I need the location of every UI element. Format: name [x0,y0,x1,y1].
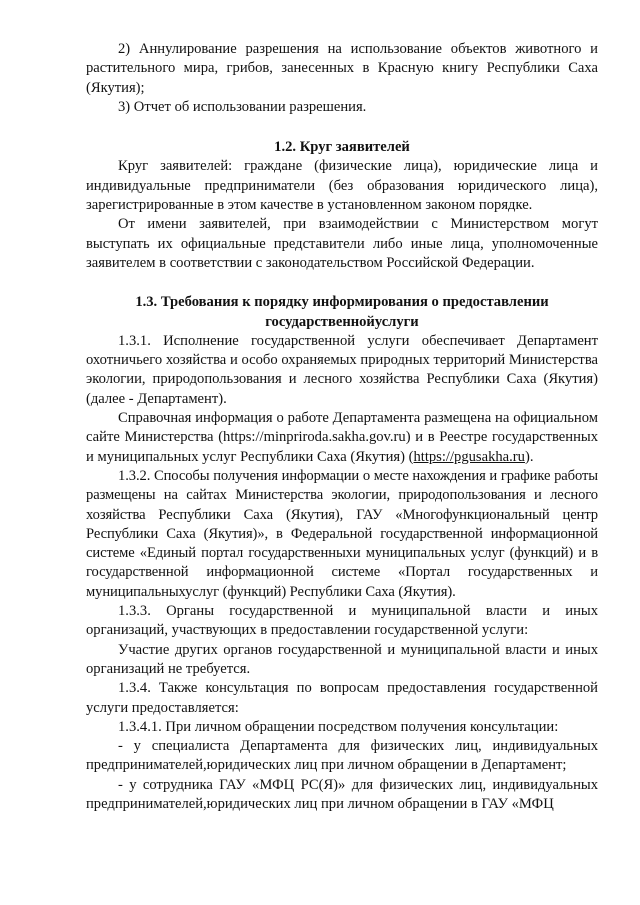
pgusakha-link[interactable]: https://pgusakha.ru [413,448,525,465]
paragraph-mfc-employee: - у сотрудника ГАУ «МФЦ РС(Я)» для физических лиц, индивидуальных предпринимателей,юридических лиц при личном обращении в ГАУ «МФЦ [86,776,598,812]
paragraph-department-specialist: - у специалиста Департамента для физических лиц, индивидуальных предпринимателей,юридических лиц при личном обращении в Департамент; [86,738,598,774]
paragraph-report: 3) Отчет об использовании разрешения. [118,98,367,115]
reference-text-after: ). [524,448,534,465]
paragraph-1-3-3: 1.3.3. Органы государственной и муниципальной власти и иных организаций, участвующих в предоставлении государственной услуги: [86,603,598,639]
heading-applicants: 1.2. Круг заявителей [274,139,410,156]
paragraph-applicants-representatives: От имени заявителей, при взаимодействии с Министерством могут выступать их официальные представители либо иные лица, уполномоченные заявителем в соответствии с законодательством Российской Федерации. [86,216,598,271]
heading-informing-requirements: 1.3. Требования к порядку информирования о предоставлении государственнойуслуги [135,294,549,330]
paragraph-1-3-4: 1.3.4. Также консультация по вопросам предоставления государственной услуги предоставляется: [86,680,598,716]
paragraph-1-3-1: 1.3.1. Исполнение государственной услуги обеспечивает Департамент охотничьего хозяйства и особо охраняемых природных территорий Министерства экологии, природопользования и лесного хозяйства Республики Саха (Якутия) (далее - Департамент). [86,332,598,407]
paragraph-1-3-2: 1.3.2. Способы получения информации о месте нахождения и графике работы размещены на сайтах Министерства экологии, природопользования и лесного хозяйства Республики Саха (Якутия), ГАУ «Многофункциональный центр Республики Саха (Якутия)», в Федеральной государственной информационной системе «Единый портал государственныхи муниципальных услуг (функций) и в государственной информационной системе «Портал государственных и муниципальныхуслуг (функций) Республики Саха (Якутия). [86,467,598,600]
paragraph-annulment: 2) Аннулирование разрешения на использование объектов животного и растительного мира, грибов, занесенных в Красную книгу Республики Саха (Якутия); [86,41,598,96]
paragraph-participation: Участие других органов государственной и муниципальной власти и иных организаций не требуется. [86,641,598,677]
paragraph-applicants-circle: Круг заявителей: граждане (физические лица), юридические лица и индивидуальные предприниматели (без образования юридического лица), зарегистрированные в этом качестве в установленном законом порядке. [86,158,598,214]
reference-text-before: Справочная информация о работе Департамента размещена на официальном сайте Министерства (https://minpriroda.sakha.gov.ru) и в Реестре государственных и муниципальных услуг Республики Саха (Якутия) ( [86,410,598,465]
document-page [86,40,598,814]
paragraph-1-3-4-1: 1.3.4.1. При личном обращении посредством получения консультации: [118,718,559,735]
paragraph-reference-info [86,409,598,467]
